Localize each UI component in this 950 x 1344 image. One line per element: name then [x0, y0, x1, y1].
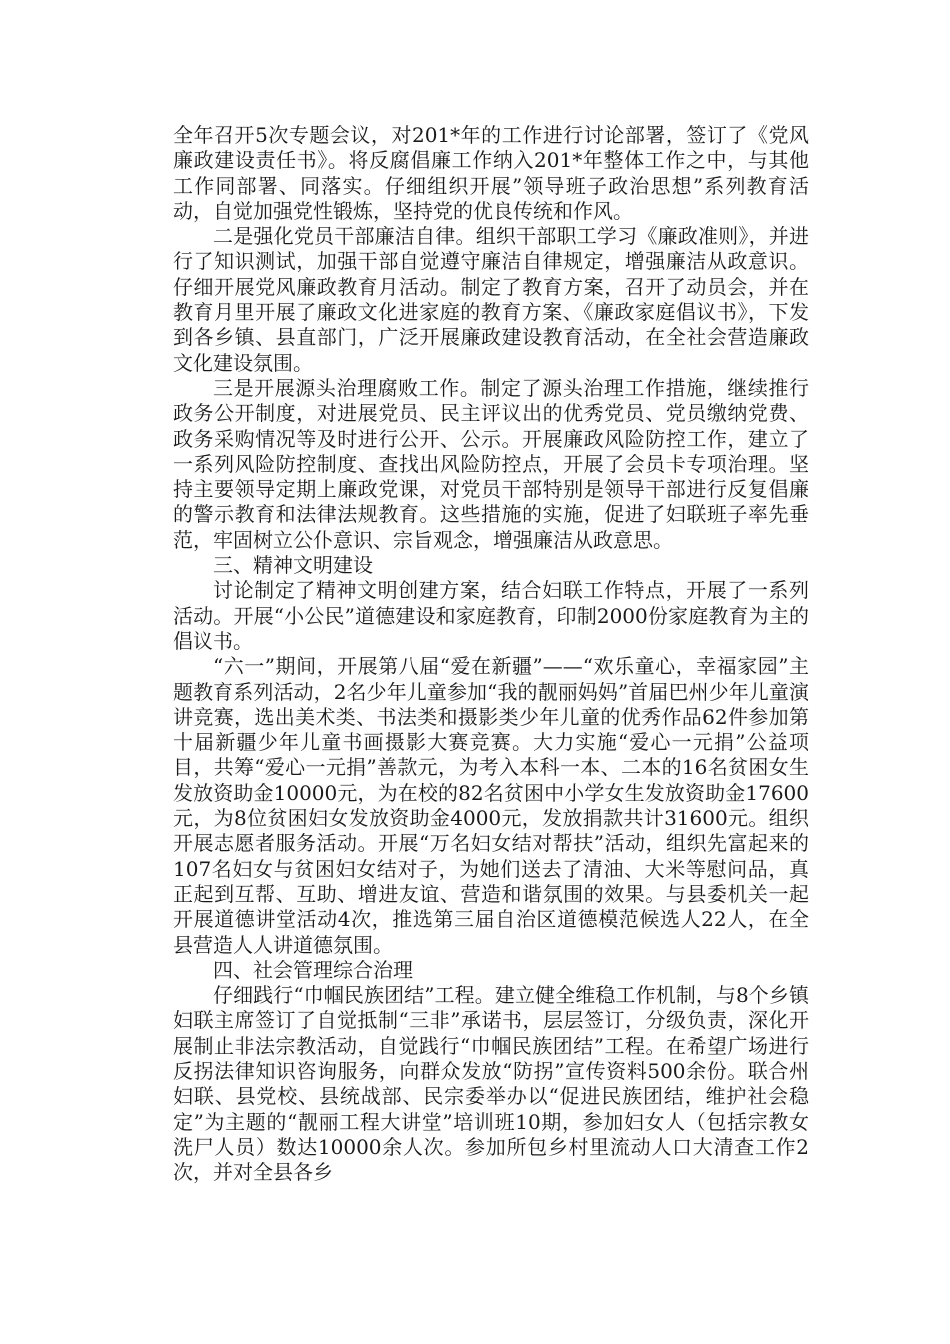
section-heading-spiritual-civilization: 三、精神文明建设	[213, 553, 373, 578]
paragraph-self-discipline: 二是强化党员干部廉洁自律。组织干部职工学习《廉政准则》，并进行了知识测试，加强干部自觉遵守廉洁自律规定，增强廉洁从政意识。仔细开展党风廉政教育月活动。制定了教育方案，召开了动员会，并在教育月里开展了廉政文化进家庭的教育方案、《廉政家庭倡议书》，下发到各乡镇、县直部门，广泛开展廉政建设教育活动，在全社会营造廉政文化建设氛围。	[173, 224, 809, 375]
paragraph-civilization-plan: 讨论制定了精神文明创建方案，结合妇联工作特点，开展了一系列活动。开展“小公民”道德建设和家庭教育，印制2000份家庭教育为主的倡议书。	[173, 578, 809, 653]
paragraph-childrens-day: “六一”期间，开展第八届“爱在新疆”——“欢乐童心，幸福家园”主题教育系列活动，2名少年儿童参加“我的靓丽妈妈”首届巴州少年儿童演讲竞赛，选出美术类、书法类和摄影类少年儿童的优秀作品62件参加第十届新疆少年儿童书画摄影大赛竞赛。大力实施“爱心一元捐”公益项目，共筹“爱心一元捐”善款元，为考入本科一本、二本的16名贫困女生发放资助金10000元，为在校的82名贫困中小学女生发放资助金17600元，为8位贫困妇女发放资助金4000元，发放捐款共计31600元。组织开展志愿者服务活动。开展“万名妇女结对帮扶”活动，组织先富起来的107名妇女与贫困妇女结对子，为她们送去了清油、大米等慰问品，真正起到互帮、互助、增进友谊、营造和谐氛围的效果。与县委机关一起开展道德讲堂活动4次，推选第三届自治区道德模范候选人22人，在全县营造人人讲道德氛围。	[173, 654, 809, 957]
paragraph-party-meetings: 全年召开5次专题会议，对201*年的工作进行讨论部署，签订了《党风廉政建设责任书》。将反腐倡廉工作纳入201*年整体工作之中，与其他工作同部署、同落实。仔细组织开展”领导班子政治思想”系列教育活动，自觉加强党性锻炼，坚持党的优良传统和作风。	[173, 123, 809, 223]
section-heading-social-management: 四、社会管理综合治理	[213, 957, 413, 982]
document-body	[173, 123, 809, 1185]
paragraph-source-governance: 三是开展源头治理腐败工作。制定了源头治理工作措施，继续推行政务公开制度，对进展党员、民主评议出的优秀党员、党员缴纳党费、政务采购情况等及时进行公开、公示。开展廉政风险防控工作，建立了一系列风险防控制度、查找出风险防控点，开展了会员卡专项治理。坚持主要领导定期上廉政党课，对党员干部特别是领导干部进行反复倡廉的警示教育和法律法规教育。这些措施的实施，促进了妇联班子率先垂范，牢固树立公仆意识、宗旨观念，增强廉洁从政意思。	[173, 375, 809, 552]
paragraph-ethnic-unity: 仔细践行“巾帼民族团结”工程。建立健全维稳工作机制，与8个乡镇妇联主席签订了自觉抵制“三非”承诺书，层层签订，分级负责，深化开展制止非法宗教活动，自觉践行“巾帼民族团结”工程。在希望广场进行反拐法律知识咨询服务，向群众发放“防拐”宣传资料500余份。联合州妇联、县党校、县统战部、民宗委举办以“促进民族团结，维护社会稳定”为主题的“靓丽工程大讲堂”培训班10期，参加妇女人（包括宗教女洗尸人员）数达10000余人次。参加所包乡村里流动人口大清查工作2次，并对全县各乡	[173, 983, 809, 1185]
